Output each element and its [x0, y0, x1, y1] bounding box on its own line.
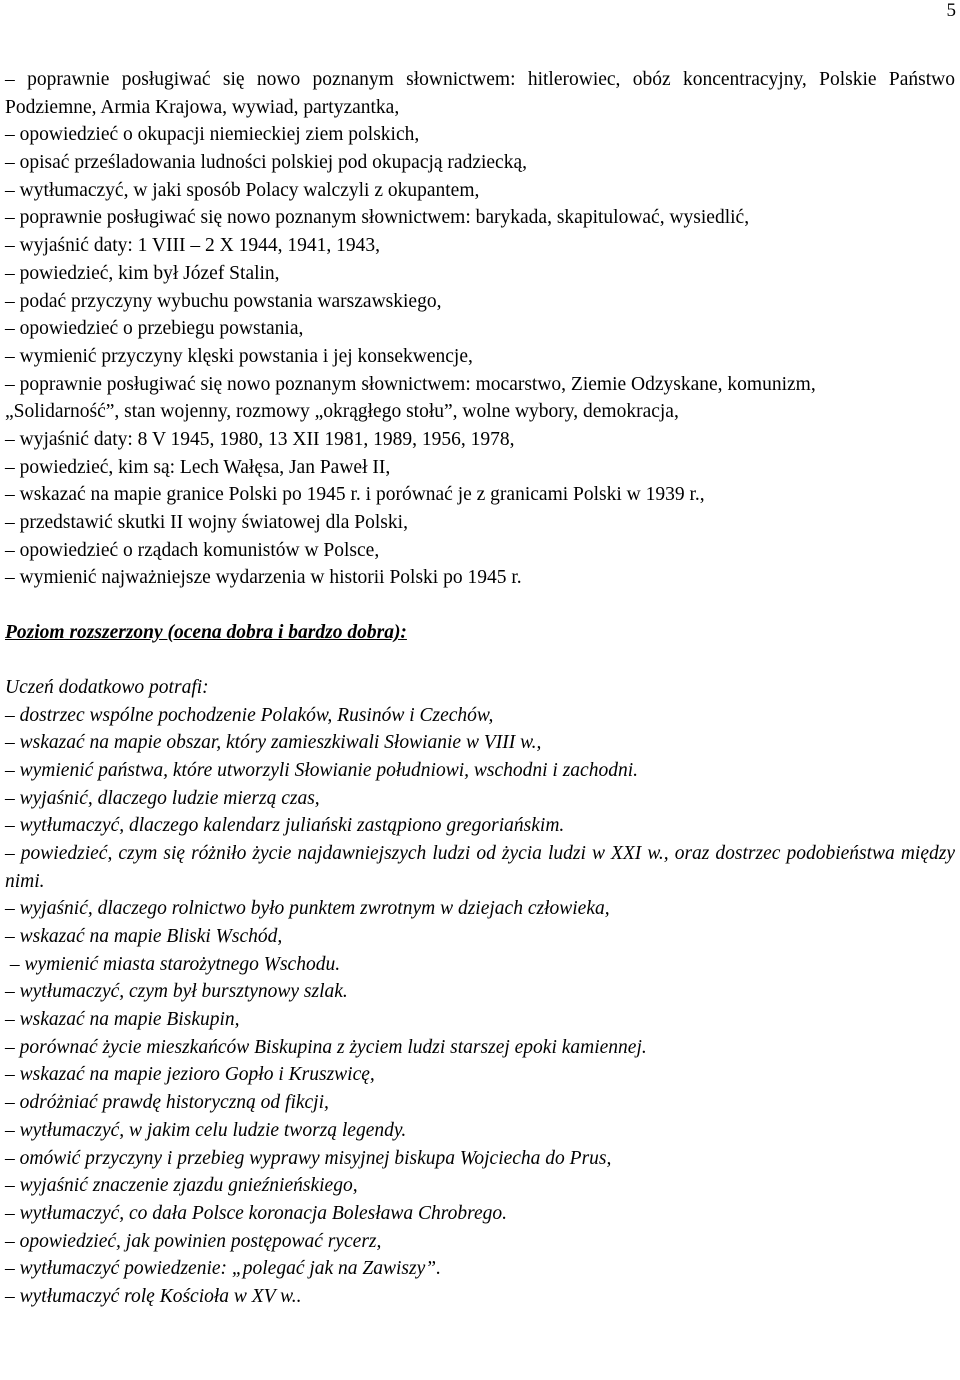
list-item: – powiedzieć, kim był Józef Stalin, — [5, 262, 280, 284]
basic-requirements-list — [5, 66, 955, 592]
list-item: – wskazać na mapie jezioro Gopło i Kruszwicę, — [5, 1064, 375, 1086]
list-item: – opisać prześladowania ludności polskiej pod okupacją radziecką, — [5, 152, 527, 174]
list-item: – odróżniać prawdę historyczną od fikcji, — [5, 1092, 329, 1114]
list-item: – opowiedzieć o rządach komunistów w Polsce, — [5, 539, 380, 561]
list-item: – wytłumaczyć, dlaczego kalendarz juliański zastąpiono gregoriańskim. — [5, 815, 565, 837]
page-number: 5 — [946, 0, 956, 21]
list-item: – wyjaśnić, dlaczego rolnictwo było punktem zwrotnym w dziejach człowieka, — [5, 898, 610, 920]
list-item: – porównać życie mieszkańców Biskupina z życiem ludzi starszej epoki kamiennej. — [5, 1036, 647, 1058]
list-item: – wytłumaczyć, w jakim celu ludzie tworzą legendy. — [5, 1119, 407, 1141]
list-item: – wyjaśnić daty: 8 V 1945, 1980, 13 XII 1981, 1989, 1956, 1978, — [5, 428, 515, 450]
page-content — [5, 66, 955, 1311]
list-item: – wskazać na mapie obszar, który zamieszkiwali Słowianie w VIII w., — [5, 732, 542, 754]
section-heading: Poziom rozszerzony (ocena dobra i bardzo dobra): — [5, 622, 407, 644]
list-item: – opowiedzieć o przebiegu powstania, — [5, 318, 304, 340]
list-item: – opowiedzieć, jak powinien postępować rycerz, — [5, 1230, 382, 1252]
list-item: – wymienić najważniejsze wydarzenia w historii Polski po 1945 r. — [5, 567, 522, 589]
list-item: – wyjaśnić daty: 1 VIII – 2 X 1944, 1941, 1943, — [5, 235, 380, 257]
list-item: – wymienić przyczyny klęski powstania i jej konsekwencje, — [5, 345, 473, 367]
list-item: – powiedzieć, czym się różniło życie najdawniejszych ludzi od życia ludzi w XXI w., oraz dostrzec podobieństwa między nimi. — [5, 842, 955, 892]
list-item: – wytłumaczyć, czym był bursztynowy szlak. — [5, 981, 348, 1003]
list-item: – wytłumaczyć, w jaki sposób Polacy walczyli z okupantem, — [5, 179, 480, 201]
list-item: – poprawnie posługiwać się nowo poznanym słownictwem: hitlerowiec, obóz koncentracyjny, Polskie Państwo Podziemne, Armia Krajowa, wywiad, partyzantka, — [5, 69, 955, 118]
list-item: – przedstawić skutki II wojny światowej dla Polski, — [5, 512, 408, 534]
list-item: – wskazać na mapie Biskupin, — [5, 1009, 240, 1031]
list-item: – wyjaśnić znaczenie zjazdu gnieźnieńskiego, — [5, 1175, 358, 1197]
list-item: – wyjaśnić, dlaczego ludzie mierzą czas, — [5, 787, 320, 809]
extended-requirements-list — [5, 702, 955, 1311]
list-item: – poprawnie posługiwać się nowo poznanym słownictwem: barykada, skapitulować, wysiedlić, — [5, 207, 750, 229]
list-item: – podać przyczyny wybuchu powstania warszawskiego, — [5, 290, 442, 312]
list-item: – wytłumaczyć, co dała Polsce koronacja Bolesława Chrobrego. — [5, 1202, 508, 1224]
section-intro: Uczeń dodatkowo potrafi: — [5, 676, 209, 698]
list-item: – wytłumaczyć rolę Kościoła w XV w.. — [5, 1285, 302, 1307]
list-item: – dostrzec wspólne pochodzenie Polaków, Rusinów i Czechów, — [5, 704, 494, 726]
list-item: – wskazać na mapie Bliski Wschód, — [5, 926, 283, 948]
list-item: „Solidarność”, stan wojenny, rozmowy „okrągłego stołu”, wolne wybory, demokracja, — [5, 401, 679, 423]
list-item: – wskazać na mapie granice Polski po 1945 r. i porównać je z granicami Polski w 1939 r., — [5, 484, 705, 506]
list-item: – powiedzieć, kim są: Lech Wałęsa, Jan Paweł II, — [5, 456, 391, 478]
list-item: – opowiedzieć o okupacji niemieckiej ziem polskich, — [5, 124, 420, 146]
list-item: – poprawnie posługiwać się nowo poznanym słownictwem: mocarstwo, Ziemie Odzyskane, komunizm, — [5, 373, 816, 395]
list-item: – wytłumaczyć powiedzenie: „polegać jak na Zawiszy”. — [5, 1258, 441, 1280]
list-item: – wymienić państwa, które utworzyli Słowianie południowi, wschodni i zachodni. — [5, 759, 639, 781]
list-item: – omówić przyczyny i przebieg wyprawy misyjnej biskupa Wojciecha do Prus, — [5, 1147, 612, 1169]
list-item: – wymienić miasta starożytnego Wschodu. — [5, 953, 341, 975]
